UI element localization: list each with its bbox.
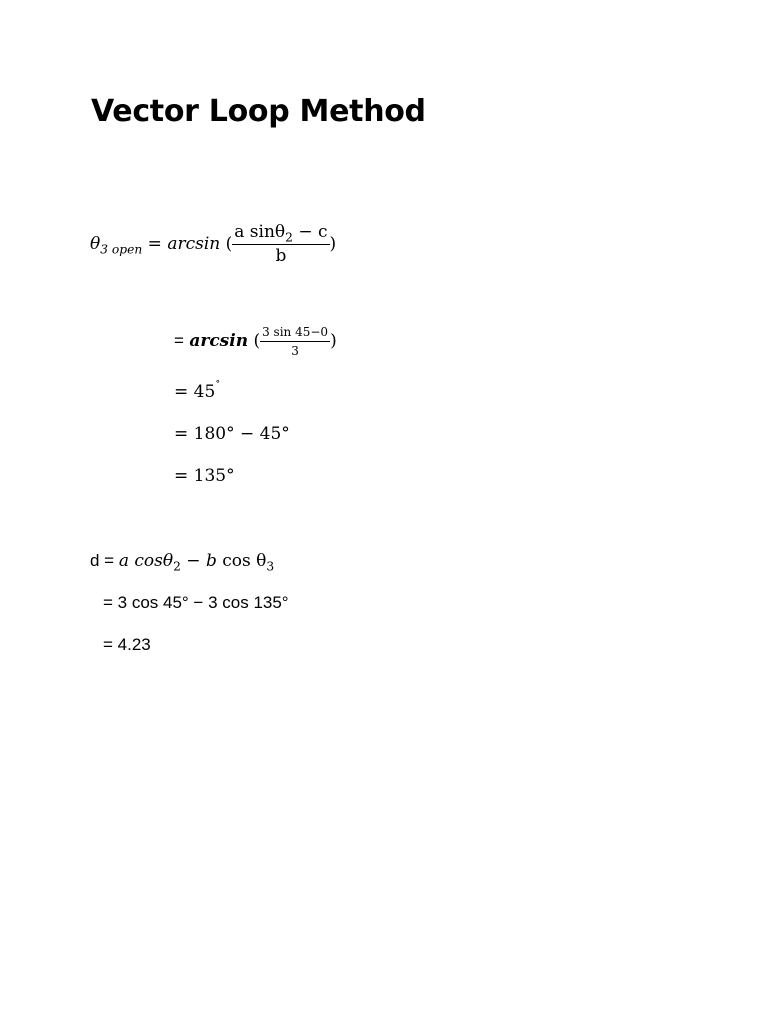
d-a-term: a cosθ [118,551,174,571]
theta-step-1 [174,326,337,357]
d-a-subscript: 2 [173,559,181,574]
theta-equation [90,224,336,265]
theta-step-4: = 135° [174,466,235,486]
d-cos-subscript: 3 [266,559,275,574]
theta-var: θ [90,234,101,254]
fraction [232,224,329,265]
d-prefix: d = [90,551,119,570]
step-1-close-paren: ) [330,331,337,351]
step-1-numerator: 3 sin 45−0 [262,325,329,339]
close-paren: ) [329,234,337,254]
equals-sign: = [147,234,162,254]
d-equation [90,551,275,574]
step-1-open-paren: ( [253,331,261,351]
page-title: Vector Loop Method [91,94,426,129]
fraction-numerator: a sinθ$_2$ − c [234,222,328,245]
theta-subscript: 3 open [100,242,143,257]
step-1-denominator: 3 [291,344,299,358]
d-cos-term: cos θ [216,551,267,571]
d-step-2: = 4.23 [103,635,151,654]
d-b-var: b [205,551,217,571]
open-paren: ( [225,234,233,254]
degree-mark: ˚ [215,380,221,392]
step-1-arcsin: arcsin [189,331,249,351]
step-1-fraction [260,326,330,357]
theta-step-3: = 180° − 45° [174,424,290,444]
step-1-equals: = [174,331,184,350]
d-minus: − [180,551,206,571]
arcsin-func: arcsin [167,234,221,254]
d-step-1: = 3 cos 45° − 3 cos 135° [103,593,289,612]
theta-step-2: = 45˚ [174,380,221,402]
fraction-denominator: b [275,246,287,266]
